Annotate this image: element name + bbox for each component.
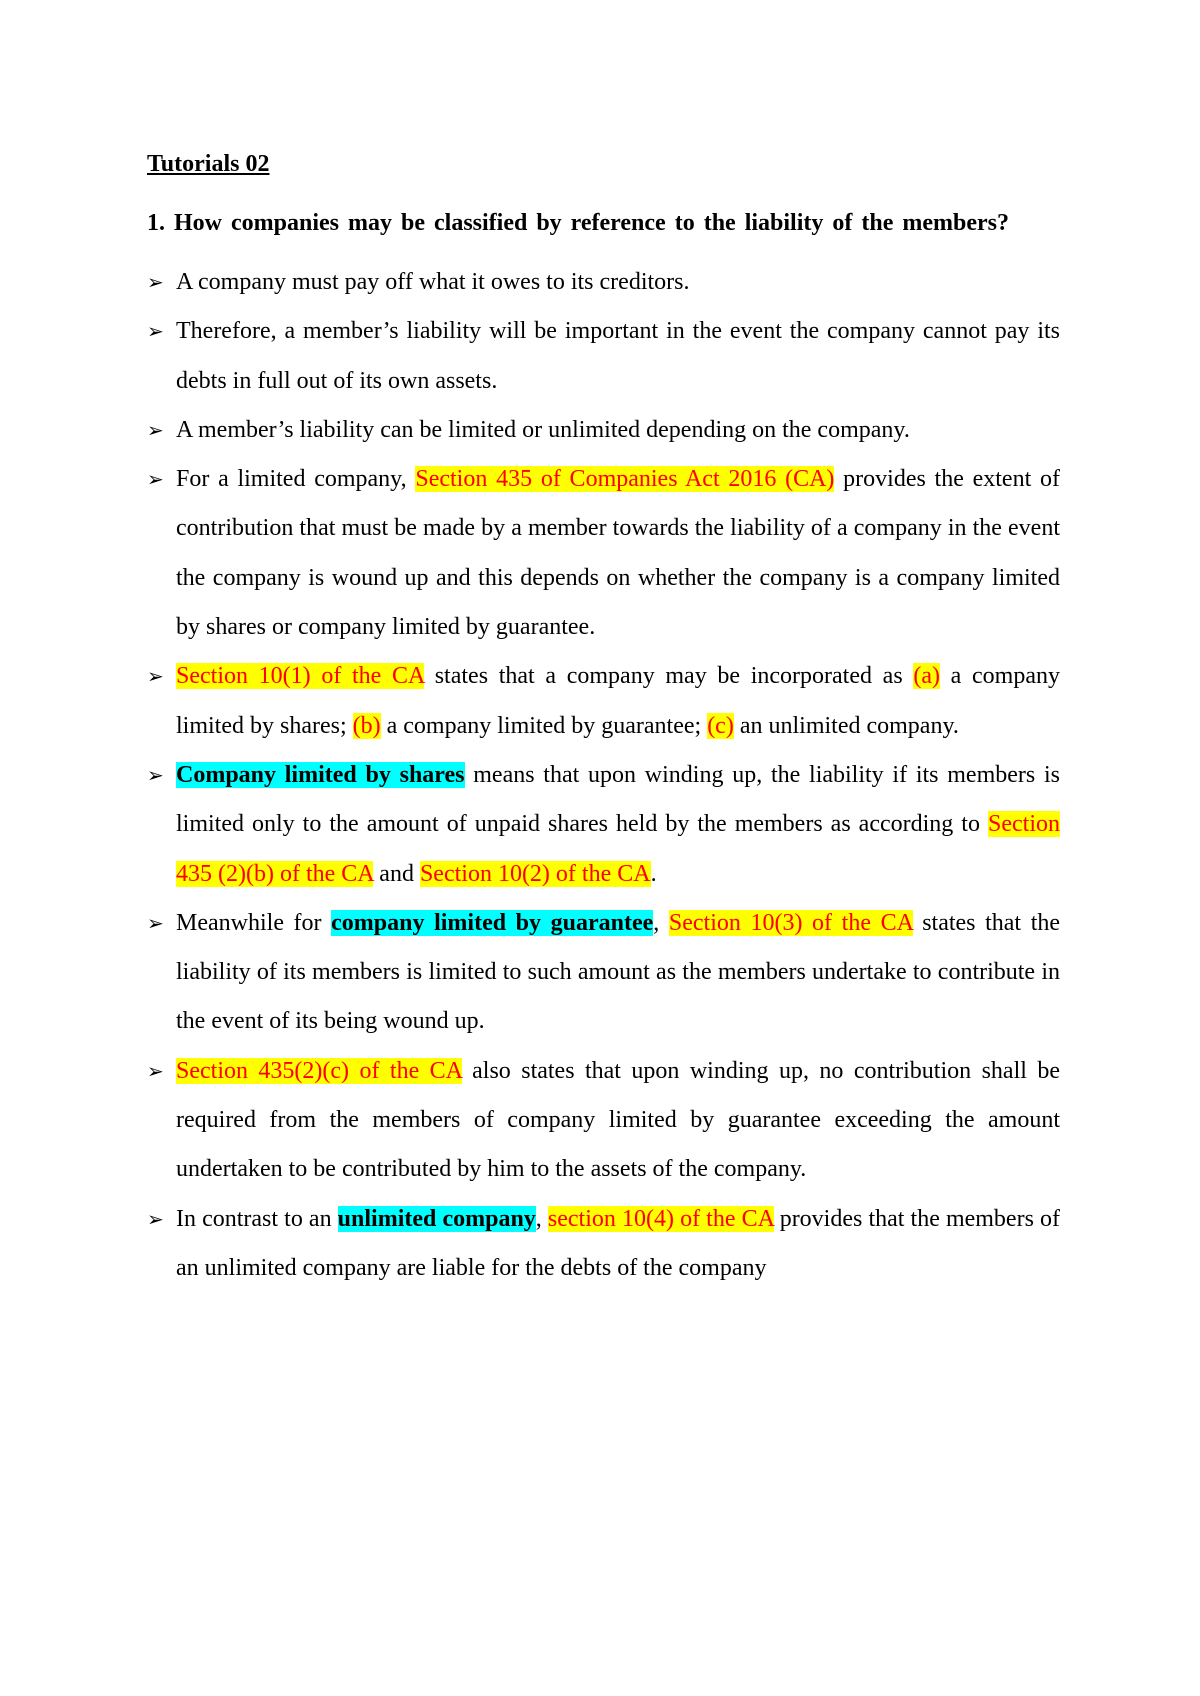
bullet-item: [147, 899, 1060, 1047]
bullet-item: [147, 406, 1060, 455]
legal-reference: Section 435 (2)(b) of the CA: [176, 811, 1060, 887]
bullet-item: [147, 455, 1060, 652]
legal-reference: Section 10(2) of the CA: [419, 860, 651, 887]
question-heading: 1. How companies may be classified by reference to the liability of the members?: [147, 210, 1009, 236]
bullet-text: ,: [535, 1205, 548, 1232]
list-marker-a: (a): [913, 663, 940, 690]
bullet-text: Therefore, a member’s liability will be important in the event the company cannot pay its debts in full out of its own assets.: [176, 318, 1060, 394]
bullet-text: Meanwhile for: [176, 909, 332, 936]
key-term: unlimited company: [337, 1205, 536, 1232]
arrowhead-bullet-icon: ➢: [147, 1058, 164, 1083]
list-marker-c: (c): [707, 712, 734, 739]
legal-reference: Section 435(2)(c) of the CA: [176, 1057, 462, 1084]
bullet-item: [147, 258, 1060, 307]
bullet-text: an unlimited company.: [733, 712, 959, 739]
bullet-text: provides the extent of contribution that must be made by a member towards the liability of a company in the event the company is wound up and this depends on whether the company is a company limited by shares or company limited by guarantee.: [176, 466, 1060, 641]
legal-reference: section 10(4) of the CA: [547, 1205, 774, 1232]
arrowhead-bullet-icon: ➢: [147, 319, 164, 344]
legal-reference: Section 10(3) of the CA: [668, 909, 913, 936]
bullet-item: [147, 652, 1060, 751]
bullet-text: .: [650, 860, 657, 887]
legal-reference: Section 10(1) of the CA: [176, 663, 425, 690]
bullet-item: [147, 307, 1060, 406]
bullet-text: a company limited by shares;: [176, 663, 1060, 739]
bullet-text: also states that upon winding up, no contribution shall be required from the members of company limited by guarantee exceeding the amount undertaken to be contributed by him to the assets of the company.: [176, 1057, 1060, 1183]
bullet-text: a company limited by guarantee;: [380, 712, 708, 739]
bullet-text: In contrast to an: [176, 1205, 338, 1232]
bullet-text: states that the liability of its members is limited to such amount as the members undertake to contribute in the event of its being wound up.: [176, 909, 1061, 1035]
arrowhead-bullet-icon: ➢: [147, 1206, 164, 1231]
document-body: [147, 140, 1060, 1293]
answer-bullet-list: [147, 258, 1060, 1293]
list-marker-b: (b): [352, 712, 381, 739]
arrowhead-bullet-icon: ➢: [147, 762, 164, 787]
key-term: company limited by guarantee: [331, 909, 654, 936]
bullet-text: A member’s liability can be limited or unlimited depending on the company.: [176, 416, 910, 443]
bullet-text: A company must pay off what it owes to its creditors.: [176, 269, 690, 295]
bullet-text: provides that the members of an unlimited company are liable for the debts of the company: [176, 1205, 1060, 1281]
bullet-text: ,: [653, 909, 669, 936]
bullet-text: means that upon winding up, the liability if its members is limited only to the amount of unpaid shares held by the members as according to: [176, 761, 1060, 838]
arrowhead-bullet-icon: ➢: [147, 417, 164, 442]
bullet-item: [147, 751, 1060, 899]
document-title: Tutorials 02: [147, 151, 270, 177]
bullet-item: [147, 1195, 1060, 1294]
arrowhead-bullet-icon: ➢: [147, 910, 164, 935]
bullet-text: and: [373, 860, 420, 887]
arrowhead-bullet-icon: ➢: [147, 664, 164, 689]
key-term: Company limited by shares: [176, 761, 465, 788]
bullet-text: For a limited company,: [176, 466, 416, 493]
bullet-text: states that a company may be incorporated as: [424, 663, 914, 690]
bullet-item: [147, 1047, 1060, 1195]
arrowhead-bullet-icon: ➢: [147, 467, 164, 492]
arrowhead-bullet-icon: ➢: [147, 270, 164, 294]
legal-reference: Section 435 of Companies Act 2016 (CA): [415, 466, 835, 493]
